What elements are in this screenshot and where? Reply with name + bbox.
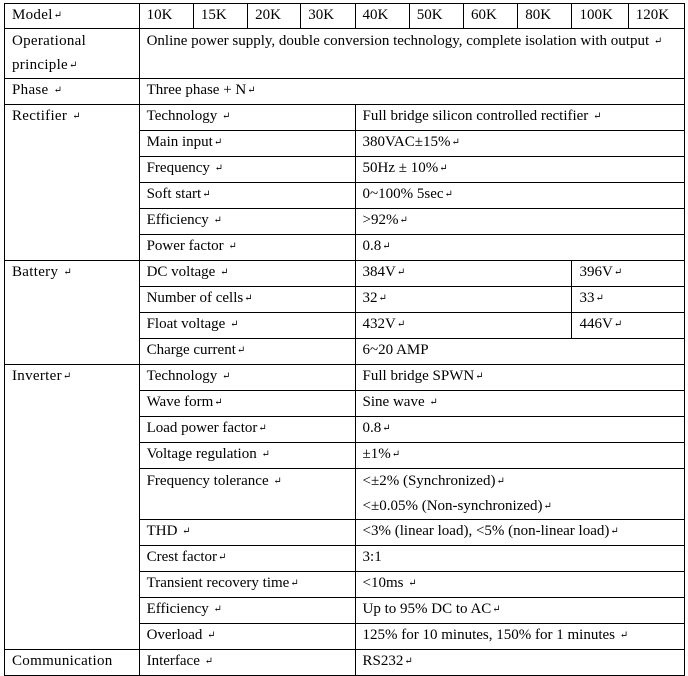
param-name: Interface ↵ <box>139 650 355 676</box>
freq-tolerance-line-1: <±2% (Synchronized)↵ <box>362 473 505 489</box>
param-value: Full bridge silicon controlled rectifier ↵ <box>355 105 684 131</box>
rectifier-row <box>5 105 685 131</box>
model-cell: 50K <box>409 4 463 29</box>
param-value-multiline <box>355 469 684 520</box>
param-name: DC voltage ↵ <box>139 261 355 287</box>
model-row <box>5 4 685 29</box>
param-name: Number of cells↵ <box>139 287 355 313</box>
param-value-a: 32↵ <box>355 287 572 313</box>
model-cell: 15K <box>193 4 247 29</box>
spec-table <box>4 3 685 676</box>
param-value: ±1%↵ <box>355 443 684 469</box>
param-value-b: 396V↵ <box>572 261 685 287</box>
param-name: Voltage regulation ↵ <box>139 443 355 469</box>
model-cell: 60K <box>464 4 518 29</box>
param-value-b: 446V↵ <box>572 313 685 339</box>
param-name: Wave form↵ <box>139 391 355 417</box>
param-value: Up to 95% DC to AC↵ <box>355 598 684 624</box>
model-cell: 100K <box>572 4 628 29</box>
phase-value: Three phase + N↵ <box>139 79 684 105</box>
phase-row <box>5 79 685 105</box>
param-value: 3:1 <box>355 546 684 572</box>
model-cell: 80K <box>518 4 572 29</box>
param-value: 125% for 10 minutes, 150% for 1 minutes ↵ <box>355 624 684 650</box>
param-name: Efficiency ↵ <box>139 209 355 235</box>
operational-principle-label: Operational principle↵ <box>5 29 140 79</box>
model-cell: 30K <box>301 4 355 29</box>
param-value: 0.8↵ <box>355 235 684 261</box>
inverter-row <box>5 365 685 391</box>
param-name: THD ↵ <box>139 520 355 546</box>
model-cell: 20K <box>248 4 301 29</box>
model-cell: 10K <box>139 4 193 29</box>
param-name: Transient recovery time↵ <box>139 572 355 598</box>
param-name: Efficiency ↵ <box>139 598 355 624</box>
param-value: <10ms ↵ <box>355 572 684 598</box>
inverter-label: Inverter↵ <box>5 365 140 650</box>
communication-row <box>5 650 685 676</box>
param-value: Full bridge SPWN↵ <box>355 365 684 391</box>
param-name: Technology ↵ <box>139 365 355 391</box>
param-name: Charge current↵ <box>139 339 355 365</box>
param-name: Frequency ↵ <box>139 157 355 183</box>
param-name: Soft start↵ <box>139 183 355 209</box>
model-label: Model↵ <box>5 4 140 29</box>
param-value: 0~100% 5sec↵ <box>355 183 684 209</box>
param-name: Crest factor↵ <box>139 546 355 572</box>
phase-label: Phase ↵ <box>5 79 140 105</box>
param-name: Frequency tolerance ↵ <box>139 469 355 520</box>
communication-label: Communication <box>5 650 140 676</box>
operational-principle-row <box>5 29 685 79</box>
param-value: 380VAC±15%↵ <box>355 131 684 157</box>
param-value-b: 33↵ <box>572 287 685 313</box>
battery-label: Battery ↵ <box>5 261 140 365</box>
param-name: Power factor ↵ <box>139 235 355 261</box>
param-name: Main input↵ <box>139 131 355 157</box>
param-name: Overload ↵ <box>139 624 355 650</box>
param-value: 6~20 AMP <box>355 339 684 365</box>
operational-principle-value: Online power supply, double conversion technology, complete isolation with output ↵ <box>139 29 684 79</box>
param-value: 50Hz ± 10%↵ <box>355 157 684 183</box>
model-cell: 40K <box>355 4 409 29</box>
param-value: >92%↵ <box>355 209 684 235</box>
param-value: <3% (linear load), <5% (non-linear load)↵ <box>355 520 684 546</box>
param-value: RS232↵ <box>355 650 684 676</box>
param-value-a: 432V↵ <box>355 313 572 339</box>
model-cell: 120K <box>628 4 684 29</box>
param-name: Load power factor↵ <box>139 417 355 443</box>
freq-tolerance-line-2: <±0.05% (Non-synchronized)↵ <box>362 498 552 514</box>
param-value: 0.8↵ <box>355 417 684 443</box>
param-value-a: 384V↵ <box>355 261 572 287</box>
battery-row <box>5 261 685 287</box>
param-value: Sine wave ↵ <box>355 391 684 417</box>
param-name: Technology ↵ <box>139 105 355 131</box>
param-name: Float voltage ↵ <box>139 313 355 339</box>
rectifier-label: Rectifier ↵ <box>5 105 140 261</box>
